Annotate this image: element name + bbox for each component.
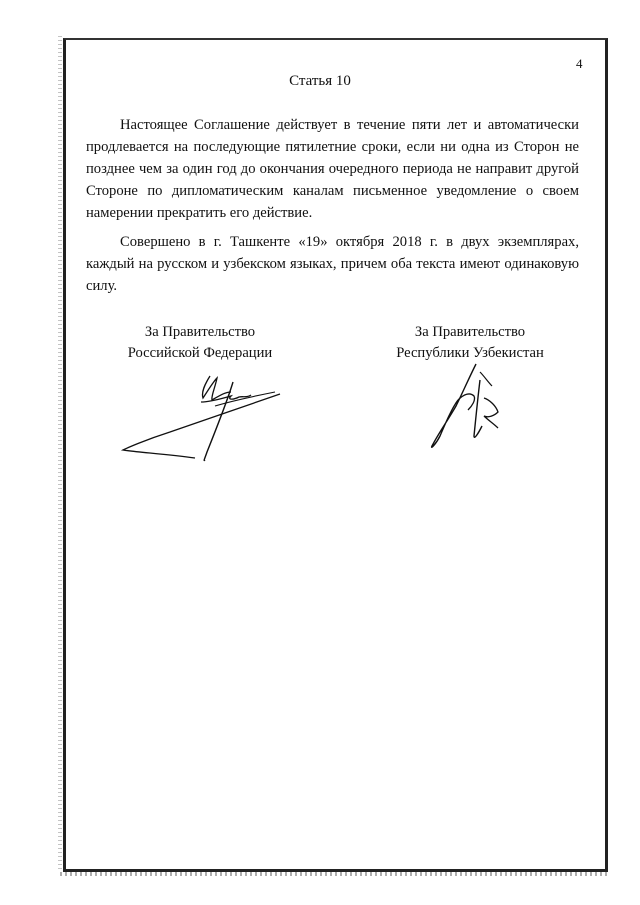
scan-edge-left [58,36,62,872]
signatory-uzbekistan [370,322,570,364]
signature-uzbekistan [418,360,508,452]
signatory-uzbekistan-line1: За Правительство [414,324,526,340]
page-number: 4 [576,56,583,71]
signatory-russia-line1: За Правительство [144,324,256,340]
signatory-russia [100,322,300,364]
article-paragraph-2: Совершено в г. Ташкенте «19» октября 2018 г. в двух экземплярах, каждый на русском и узбекском языках, причем оба текста имеют одинаковую силу. [86,234,579,294]
signatory-russia-line2: Российской Федерации [127,345,273,361]
article-title: Статья 10 [289,73,351,89]
signatory-uzbekistan-line2: Республики Узбекистан [396,345,544,361]
scan-edge-bottom [60,872,610,876]
signature-russia [115,362,285,467]
article-paragraph-1: Настоящее Соглашение действует в течение пяти лет и автоматически продлевается на последующие пятилетние сроки, если ни одна из Сторон не позднее чем за один год до окончания очередного периода не направит другой Стороне по дипломатическим каналам письменное уведомление о своем намерении прекратить его действие. [86,117,579,221]
